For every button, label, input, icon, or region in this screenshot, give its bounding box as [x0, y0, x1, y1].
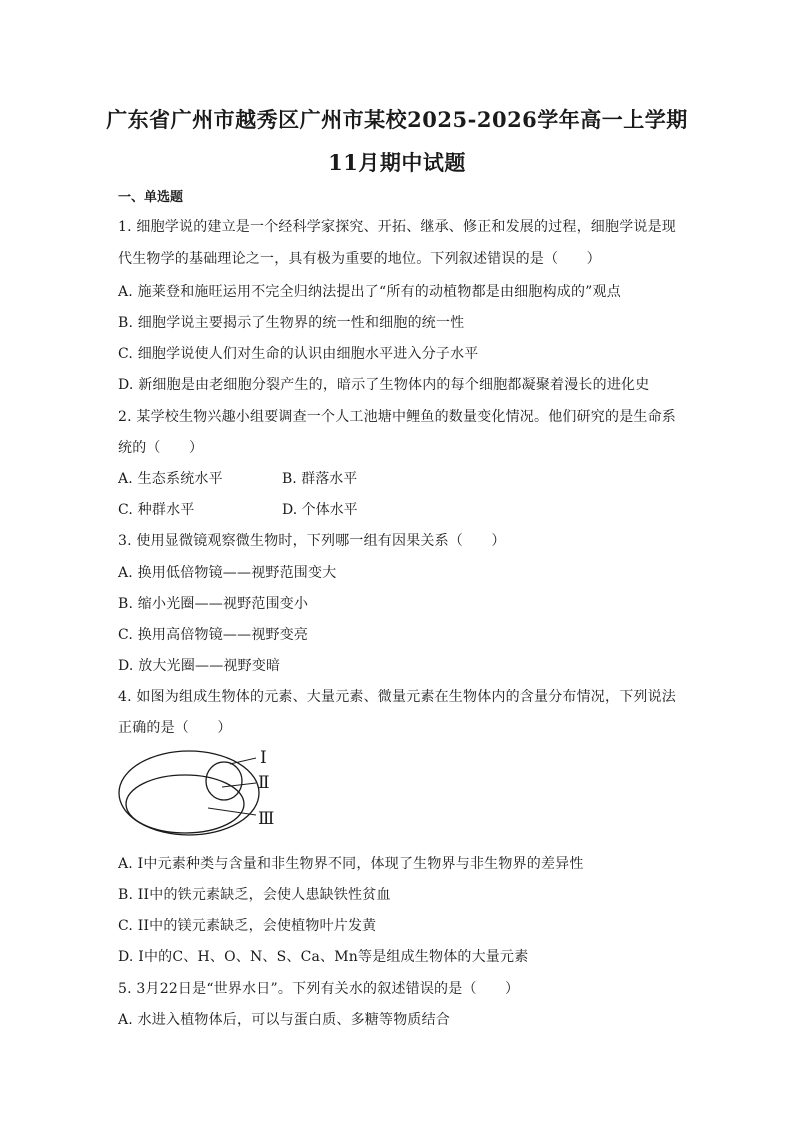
q1-option-b: B. 细胞学说主要揭示了生物界的统一性和细胞的统一性: [118, 315, 465, 331]
diagram-label-iii: Ⅲ: [258, 809, 275, 829]
page-title-line2: 11月期中试题: [328, 150, 466, 175]
q4-option-a: A. I中元素种类与含量和非生物界不同，体现了生物界与非生物界的差异性: [118, 856, 584, 872]
section-heading: 一、单选题: [118, 190, 184, 205]
q1-stem-line2: 代生物学的基础理论之一，具有极为重要的地位。下列叙述错误的是（ ）: [118, 251, 601, 267]
q1-option-d: D. 新细胞是由老细胞分裂产生的，暗示了生物体内的每个细胞都凝聚着漫长的进化史: [118, 377, 650, 393]
diagram-label-ii: Ⅱ: [258, 773, 270, 793]
q3-option-c: C. 换用高倍物镜——视野变亮: [118, 627, 309, 643]
small-ellipse-ii: [206, 762, 242, 800]
leader-line-iii: [208, 808, 256, 815]
q4-stem-line2: 正确的是（ ）: [118, 720, 232, 736]
page-title-line1: 广东省广州市越秀区广州市某校2025-2026学年高一上学期: [106, 107, 688, 132]
inner-ellipse-iii: [126, 775, 244, 833]
diagram-label-i: Ⅰ: [260, 748, 267, 768]
q2-option-b: B. 群落水平: [282, 471, 358, 487]
q1-option-c: C. 细胞学说使人们对生命的认识由细胞水平进入分子水平: [118, 346, 479, 362]
q1-stem-line1: 1. 细胞学说的建立是一个经科学家探究、开拓、继承、修正和发展的过程，细胞学说是现: [118, 219, 677, 235]
q2-option-a: A. 生态系统水平: [118, 471, 223, 487]
q3-option-d: D. 放大光圈——视野变暗: [118, 658, 281, 674]
q4-option-d: D. I中的C、H、O、N、S、Ca、Mn等是组成生物体的大量元素: [118, 949, 529, 965]
q4-option-c: C. II中的镁元素缺乏，会使植物叶片发黄: [118, 918, 377, 934]
q3-option-a: A. 换用低倍物镜——视野范围变大: [118, 565, 337, 581]
q5-stem: 5. 3月22日是“世界水日”。下列有关水的叙述错误的是（ ）: [118, 981, 520, 997]
q2-option-d: D. 个体水平: [282, 502, 358, 518]
q2-stem-line1: 2. 某学校生物兴趣小组要调查一个人工池塘中鲤鱼的数量变化情况。他们研究的是生命系: [118, 409, 677, 425]
q4-option-b: B. II中的铁元素缺乏，会使人患缺铁性贫血: [118, 887, 391, 903]
q5-option-a: A. 水进入植物体后，可以与蛋白质、多糖等物质结合: [118, 1012, 451, 1028]
q4-stem-line1: 4. 如图为组成生物体的元素、大量元素、微量元素在生物体内的含量分布情况，下列说法: [118, 689, 677, 705]
q2-option-c: C. 种群水平: [118, 502, 195, 518]
element-venn-diagram: [118, 745, 288, 840]
q3-stem: 3. 使用显微镜观察微生物时，下列哪一组有因果关系（ ）: [118, 533, 506, 549]
q2-stem-line2: 统的（ ）: [118, 440, 204, 456]
q3-option-b: B. 缩小光圈——视野范围变小: [118, 596, 309, 612]
q1-option-a: A. 施莱登和施旺运用不完全归纳法提出了“所有的动植物都是由细胞构成的”观点: [118, 284, 621, 300]
